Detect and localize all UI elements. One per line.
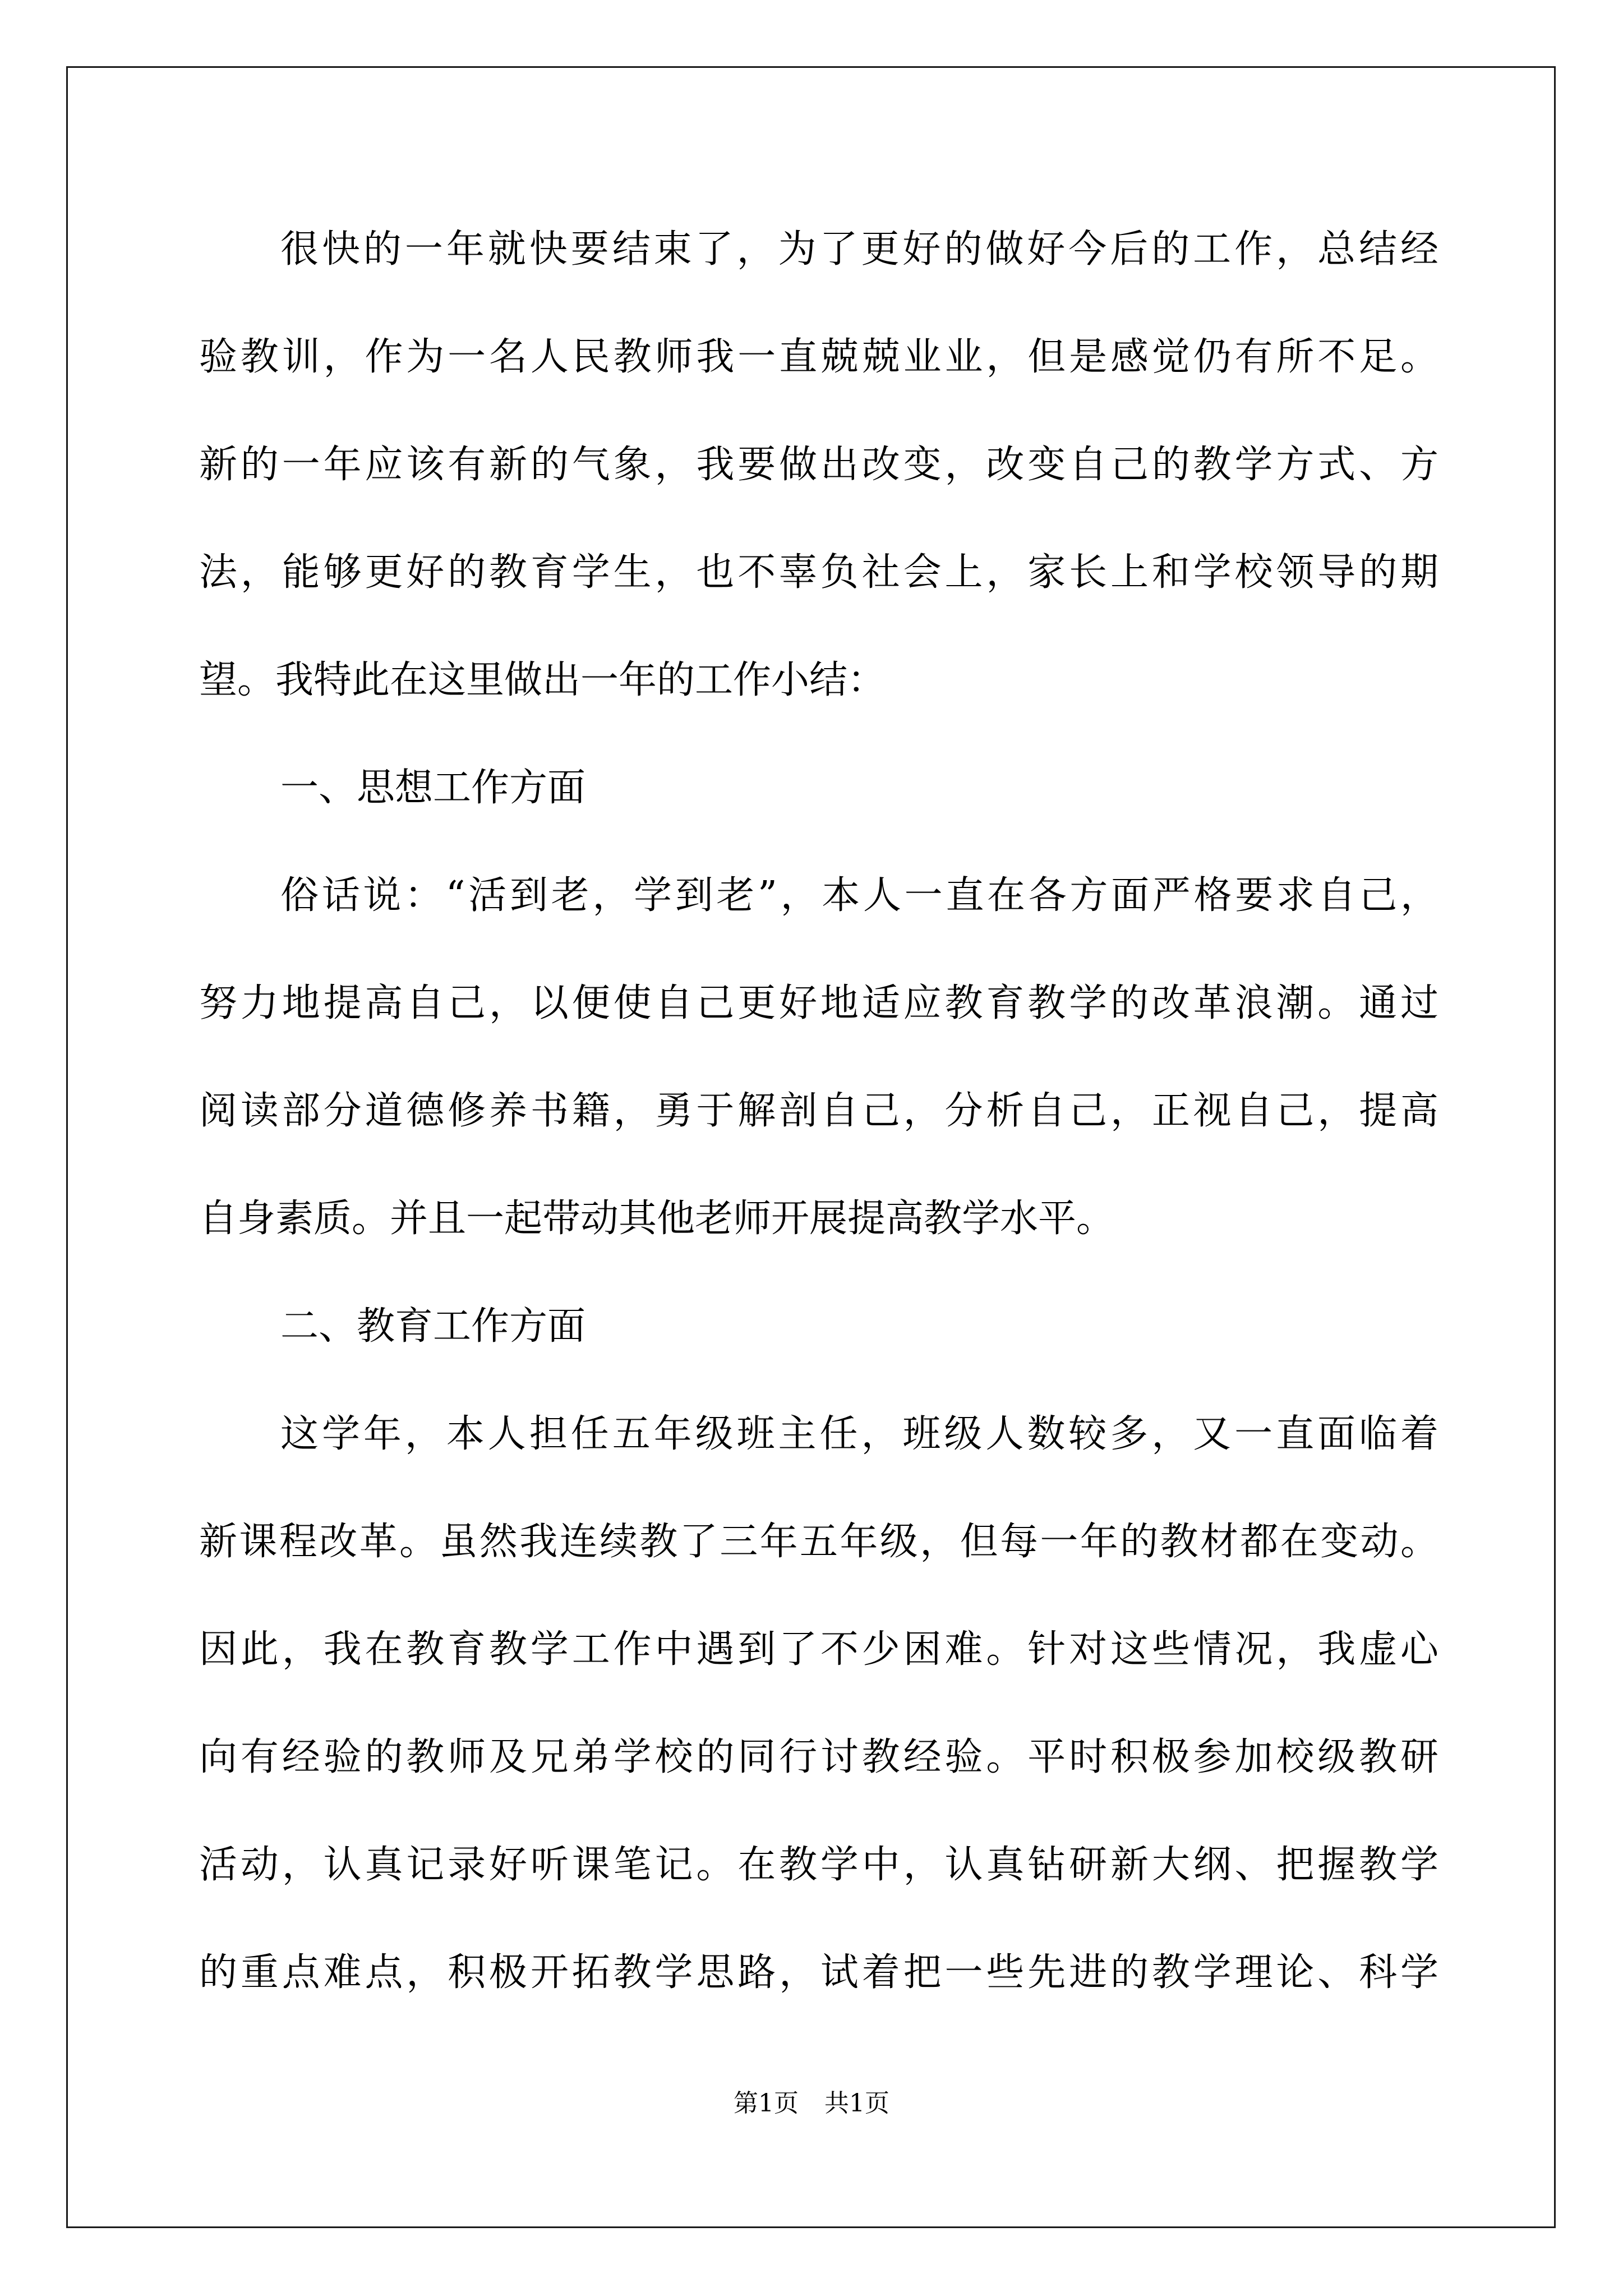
paragraph-line: 俗话说：“活到老，学到老”，本人一直在各方面严格要求自己，: [280, 873, 1438, 918]
paragraph-line: 努力地提高自己，以便使自己更好地适应教育教学的改革浪潮。通过: [199, 981, 1438, 1025]
paragraph-line: 法，能够更好的教育学生，也不辜负社会上，家长上和学校领导的期: [199, 550, 1438, 595]
paragraph-line: 活动，认真记录好听课笔记。在教学中，认真钻研新大纲、把握教学: [199, 1843, 1438, 1887]
document-body: [199, 219, 1438, 2050]
paragraph-line: 阅读部分道德修养书籍，勇于解剖自己，分析自己，正视自己，提高: [199, 1089, 1438, 1133]
page-number-current: 第1页: [734, 2089, 799, 2118]
paragraph-line: 的重点难点，积极开拓教学思路，试着把一些先进的教学理论、科学: [199, 1950, 1438, 1995]
paragraph-line: 很快的一年就快要结束了，为了更好的做好今后的工作，总结经: [280, 227, 1438, 272]
page-footer: [0, 2087, 1623, 2120]
section-heading: 二、教育工作方面: [280, 1304, 586, 1349]
section-heading: 一、思想工作方面: [280, 766, 586, 810]
paragraph-line: 验教训，作为一名人民教师我一直兢兢业业，但是感觉仍有所不足。: [199, 335, 1438, 379]
paragraph-line: 向有经验的教师及兄弟学校的同行讨教经验。平时积极参加校级教研: [199, 1735, 1438, 1779]
paragraph-line: 这学年，本人担任五年级班主任，班级人数较多，又一直面临着: [280, 1412, 1438, 1456]
paragraph-line: 新的一年应该有新的气象，我要做出改变，改变自己的教学方式、方: [199, 443, 1438, 487]
paragraph-line: 自身素质。并且一起带动其他老师开展提高教学水平。: [199, 1197, 1115, 1241]
paragraph-line: 新课程改革。虽然我连续教了三年五年级，但每一年的教材都在变动。: [199, 1520, 1438, 1564]
page-number-total: 共1页: [824, 2089, 889, 2118]
paragraph-line: 望。我特此在这里做出一年的工作小结：: [199, 658, 886, 702]
paragraph-line: 因此，我在教育教学工作中遇到了不少困难。针对这些情况，我虚心: [199, 1627, 1438, 1672]
